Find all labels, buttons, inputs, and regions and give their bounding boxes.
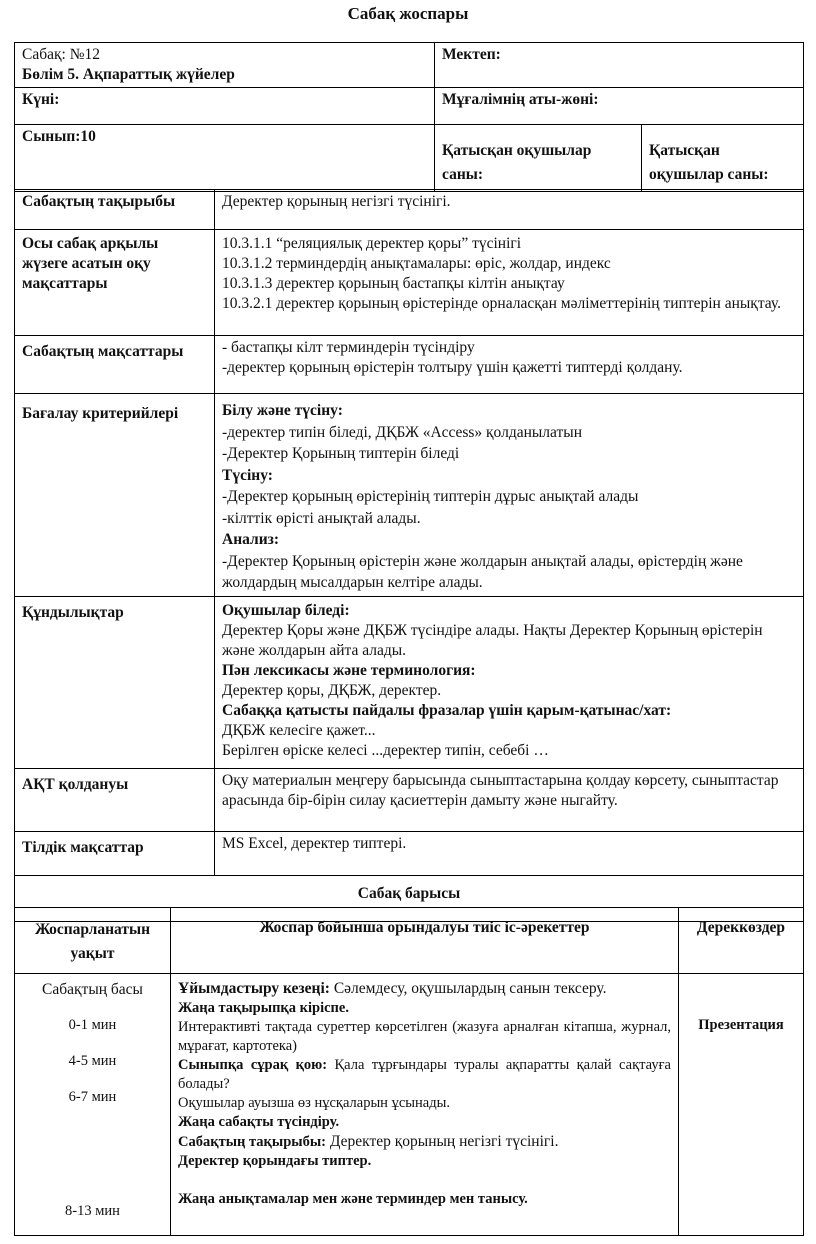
action-heading: Жаңа сабақты түсіндіру. (178, 1114, 340, 1130)
time-item: 4-5 мин (68, 1053, 117, 1069)
objective-item: 10.3.1.1 “реляциялық деректер қоры” түсінігі (222, 235, 522, 252)
header-table (14, 42, 804, 192)
criteria-heading: Білу және түсіну: (222, 402, 343, 419)
objectives-label: Осы сабақ арқылы жүзеге асатын оқу мақсаттары (15, 230, 215, 336)
objective-item: 10.3.1.3 деректер қорының бастапқы кілтін анықтау (222, 275, 565, 292)
lesson-info-table (14, 189, 804, 922)
action-text: Деректер қорының негізгі түсінігі. (326, 1133, 559, 1150)
topic-label: Сабақтың тақырыбы (15, 190, 215, 230)
topic-value: Деректер қорының негізгі түсінігі. (215, 190, 804, 230)
values-value (215, 596, 804, 768)
school-cell: Мектеп: (435, 43, 804, 88)
action-heading: Сыныпқа сұрақ қою: (178, 1057, 328, 1073)
lesson-number: Сабақ: №12 (22, 46, 100, 63)
action-text: Қала тұрғындары туралы ақпаратты қалай сақтауға болады? (178, 1057, 671, 1092)
goals-value (215, 336, 804, 394)
ict-label: АҚТ қолдануы (15, 768, 215, 831)
goal-item: -деректер қорының өрістерін толтыру үшін қажетті типтерді қолдану. (222, 359, 683, 376)
criteria-label: Бағалау критерийлері (15, 394, 215, 597)
values-item: Берілген өріске келесі ...деректер типін, себебі … (222, 741, 549, 759)
values-item: Деректер қоры, ДҚБЖ, деректер. (222, 681, 442, 699)
language-label: Тілдік мақсаттар (15, 831, 215, 875)
action-text: Интерактивті тақтада суреттер көрсетілген (жазуға арналған кітапша, журнал, мұрағат, картотека) (178, 1019, 671, 1054)
values-heading: Пән лексикасы және терминология: (222, 661, 476, 679)
col-time-header: Жоспарланатын уақыт (15, 908, 171, 974)
progress-heading: Сабақ барысы (15, 875, 804, 921)
objective-item: 10.3.1.2 терминдердің анықтамалары: өріс, жолдар, индекс (222, 255, 611, 272)
action-heading: Сабақтың тақырыбы: (178, 1134, 327, 1150)
goals-label: Сабақтың мақсаттары (15, 336, 215, 394)
time-cell (15, 974, 171, 1236)
class-cell: Сынып:10 (15, 125, 435, 192)
action-text: Оқушылар ауызша өз нұсқаларын ұсынады. (178, 1095, 450, 1111)
time-start: Сабақтың басы (42, 981, 143, 998)
action-heading: Ұйымдастыру кезеңі: (178, 980, 330, 997)
language-value: MS Excel, деректер типтері. (215, 831, 804, 875)
criteria-item: -Деректер Қорының типтерін біледі (222, 445, 460, 462)
action-text: Сәлемдесу, оқушылардың санын тексеру. (329, 980, 607, 997)
criteria-heading: Түсіну: (222, 466, 273, 484)
action-heading: Деректер қорындағы типтер. (178, 1153, 372, 1169)
values-item: Деректер Қоры және ДҚБЖ түсіндіре алады. Нақты Деректер Қорының өрістерін және жолдарын айта алады. (222, 621, 763, 659)
action-heading: Жаңа анықтамалар мен және терминдер мен танысу. (178, 1191, 528, 1207)
col-actions-header: Жоспар бойынша орындалуы тиіс іс-әрекеттер (171, 908, 679, 974)
ict-value: Оқу материалын меңгеру барысында сыныптастарына қолдау көрсету, сыныптастар арасында бір-бірін силау қасиеттерін дамыту және ныгайту. (215, 768, 804, 831)
section-name: Бөлім 5. Ақпараттық жүйелер (22, 66, 235, 83)
values-heading: Сабаққа қатысты пайдалы фразалар үшін қарым-қатынас/хат: (222, 701, 672, 719)
present-students-cell: Қатысқан оқушылар саны: (435, 125, 642, 192)
action-question (178, 1056, 671, 1094)
criteria-item: -Деректер қорының өрістерінің типтерін дұрыс анықтай алады (222, 488, 639, 505)
lesson-info-cell (15, 43, 435, 88)
values-item: ДҚБЖ келесігe қажет... (222, 721, 376, 739)
criteria-item: -деректер типін біледі, ДҚБЖ «Access» қолданылатын (222, 423, 582, 441)
criteria-item: -Деректер Қорының өрістерін және жолдарын анықтай алады, өрістердің және жолдардың мысалдарын келтіре алады. (222, 552, 743, 591)
actions-cell (171, 974, 679, 1236)
date-cell: Күні: (15, 88, 435, 125)
goal-item: - бастапқы кілт терминдерін түсіндіру (222, 339, 475, 356)
objectives-value (215, 230, 804, 336)
progress-table (14, 907, 804, 1236)
col-sources-header: Дереккөздер (679, 908, 804, 974)
objective-item: 10.3.2.1 деректер қорының өрістерінде орналасқан мәліметтерінің типтерін анықтау. (222, 295, 781, 312)
values-label: Құндылықтар (15, 596, 215, 768)
criteria-heading: Анализ: (222, 531, 280, 548)
action-heading: Жаңа тақырыпқа кіріспе. (178, 1000, 349, 1016)
source-cell: Презентация (679, 974, 804, 1236)
action-topic (178, 1132, 671, 1152)
time-item: 6-7 мин (68, 1089, 117, 1105)
values-heading: Оқушылар біледі: (222, 601, 350, 619)
page-title: Сабақ жоспары (347, 4, 469, 23)
time-item: 0-1 мин (68, 1017, 117, 1033)
criteria-value (215, 394, 804, 597)
absent-students-cell: Қатысқан оқушылар саны: (642, 125, 804, 192)
teacher-cell: Мұғалімнің аты-жөні: (435, 88, 804, 125)
criteria-item: -кілттік өрісті анықтай алады. (222, 509, 421, 527)
time-item: 8-13 мин (65, 1203, 120, 1219)
action-org (178, 979, 671, 999)
